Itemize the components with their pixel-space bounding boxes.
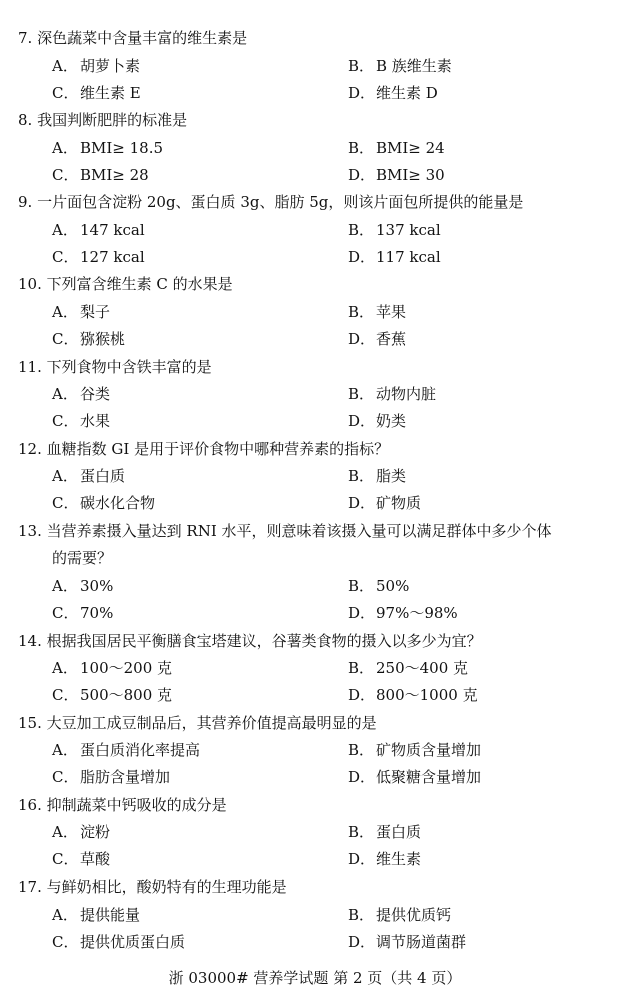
option-a [52, 138, 163, 158]
question-number: 16. [18, 796, 42, 814]
option-label: B． [348, 659, 375, 677]
question-stem [18, 877, 287, 897]
option-text: 香蕉 [376, 330, 407, 348]
option-label: D． [348, 166, 376, 184]
option-text: 117 kcal [376, 248, 441, 266]
option-text: 800～1000 克 [376, 686, 478, 704]
option-label: D． [348, 412, 376, 430]
question-text: 深色蔬菜中含量丰富的维生素是 [37, 29, 248, 47]
option-text: BMI≥ 18.5 [80, 139, 164, 157]
option-c [52, 247, 145, 267]
question-text: 我国判断肥胖的标准是 [37, 111, 188, 129]
option-c [52, 493, 155, 513]
question-number: 10. [18, 275, 42, 293]
option-label: A． [52, 139, 78, 157]
option-text: 谷类 [80, 385, 111, 403]
option-label: A． [52, 221, 78, 239]
option-text: 提供优质蛋白质 [80, 933, 186, 951]
option-text: BMI≥ 30 [376, 166, 445, 184]
option-a [52, 740, 200, 760]
option-label: A． [52, 741, 78, 759]
option-b [348, 138, 445, 158]
question-text: 与鲜奶相比，酸奶特有的生理功能是 [46, 878, 287, 896]
option-label: B． [348, 57, 375, 75]
option-d [348, 247, 441, 267]
option-label: A． [52, 823, 78, 841]
option-label: B． [348, 823, 375, 841]
question-stem [18, 110, 187, 130]
question-number: 13. [18, 522, 42, 540]
option-label: C． [52, 850, 79, 868]
option-text: BMI≥ 28 [80, 166, 149, 184]
option-text: 矿物质含量增加 [376, 741, 482, 759]
option-d [348, 932, 466, 952]
option-d [348, 83, 438, 103]
option-b [348, 384, 436, 404]
option-text: 梨子 [80, 303, 111, 321]
option-label: D． [348, 494, 376, 512]
question-text: 血糖指数 GI 是用于评价食物中哪种营养素的指标？ [46, 440, 390, 458]
option-text: 淀粉 [80, 823, 111, 841]
question-number: 15. [18, 714, 42, 732]
option-label: D． [348, 768, 376, 786]
option-d [348, 329, 406, 349]
option-label: D． [348, 604, 376, 622]
question-number: 8. [18, 111, 33, 129]
question-text: 一片面包含淀粉 20g、蛋白质 3g、脂肪 5g，则该片面包所提供的能量是 [37, 193, 524, 211]
option-label: D． [348, 933, 376, 951]
question-text: 大豆加工成豆制品后，其营养价值提高最明显的是 [46, 714, 377, 732]
option-c [52, 83, 141, 103]
option-text: 147 kcal [80, 221, 145, 239]
option-a [52, 56, 140, 76]
option-c [52, 603, 113, 623]
question-number: 12. [18, 440, 42, 458]
option-text: 50% [376, 577, 410, 595]
option-text: 137 kcal [376, 221, 441, 239]
option-d [348, 767, 481, 787]
option-label: C． [52, 330, 79, 348]
option-text: 30% [80, 577, 114, 595]
option-text: BMI≥ 24 [376, 139, 445, 157]
option-label: C． [52, 604, 79, 622]
question-stem [18, 439, 389, 459]
option-d [348, 411, 406, 431]
option-text: 500～800 克 [80, 686, 173, 704]
question-stem [18, 357, 212, 377]
question-number: 9. [18, 193, 33, 211]
option-text: 奶类 [376, 412, 407, 430]
option-text: 水果 [80, 412, 111, 430]
option-a [52, 905, 140, 925]
question-text: 下列富含维生素 C 的水果是 [46, 275, 233, 293]
option-text: 97%～98% [376, 604, 458, 622]
option-label: C． [52, 84, 79, 102]
question-text-continued: 的需要？ [52, 549, 113, 567]
option-label: A． [52, 385, 78, 403]
option-text: 250～400 克 [376, 659, 469, 677]
option-label: B． [348, 906, 375, 924]
option-a [52, 302, 110, 322]
option-text: B 族维生素 [376, 57, 452, 75]
option-text: 胡萝卜素 [80, 57, 141, 75]
option-b [348, 822, 421, 842]
question-stem [18, 521, 552, 541]
option-text: 100～200 克 [80, 659, 173, 677]
question-text: 当营养素摄入量达到 RNI 水平，则意味着该摄入量可以满足群体中多少个体 [46, 522, 552, 540]
option-text: 维生素 [376, 850, 422, 868]
option-text: 草酸 [80, 850, 111, 868]
option-a [52, 466, 125, 486]
option-label: A． [52, 659, 78, 677]
option-c [52, 685, 172, 705]
option-label: D． [348, 84, 376, 102]
option-d [348, 685, 478, 705]
option-text: 碳水化合物 [80, 494, 156, 512]
option-b [348, 740, 481, 760]
question-stem [18, 631, 482, 651]
option-b [348, 905, 451, 925]
option-text: 猕猴桃 [80, 330, 126, 348]
option-text: 低聚糖含量增加 [376, 768, 482, 786]
option-text: 矿物质 [376, 494, 422, 512]
option-label: B． [348, 303, 375, 321]
question-text: 抑制蔬菜中钙吸收的成分是 [46, 796, 227, 814]
option-label: D． [348, 850, 376, 868]
question-stem [18, 274, 233, 294]
option-b [348, 658, 468, 678]
option-d [348, 849, 421, 869]
option-label: A． [52, 57, 78, 75]
option-a [52, 220, 145, 240]
option-text: 调节肠道菌群 [376, 933, 467, 951]
option-label: D． [348, 248, 376, 266]
option-b [348, 56, 452, 76]
option-label: B． [348, 221, 375, 239]
option-label: B． [348, 577, 375, 595]
option-c [52, 165, 149, 185]
option-a [52, 384, 110, 404]
option-label: C． [52, 166, 79, 184]
option-label: C． [52, 412, 79, 430]
option-label: B． [348, 467, 375, 485]
question-text: 下列食物中含铁丰富的是 [46, 358, 212, 376]
option-c [52, 849, 110, 869]
question-number: 17. [18, 878, 42, 896]
question-number: 11. [18, 358, 42, 376]
option-text: 蛋白质 [80, 467, 126, 485]
option-text: 脂类 [376, 467, 407, 485]
option-label: C． [52, 768, 79, 786]
option-text: 维生素 E [80, 84, 141, 102]
option-text: 127 kcal [80, 248, 145, 266]
option-text: 蛋白质消化率提高 [80, 741, 201, 759]
option-text: 苹果 [376, 303, 407, 321]
option-c [52, 767, 170, 787]
option-label: A． [52, 906, 78, 924]
option-label: C． [52, 494, 79, 512]
question-number: 14. [18, 632, 42, 650]
option-a [52, 822, 110, 842]
option-b [348, 466, 406, 486]
option-b [348, 220, 441, 240]
question-number: 7. [18, 29, 33, 47]
question-stem [18, 713, 377, 733]
option-b [348, 576, 409, 596]
question-stem [18, 192, 523, 212]
option-a [52, 658, 172, 678]
option-label: A． [52, 467, 78, 485]
page-footer: 浙 03000# 营养学试题 第 2 页（共 4 页） [168, 969, 462, 987]
option-d [348, 603, 458, 623]
option-text: 脂肪含量增加 [80, 768, 171, 786]
option-text: 蛋白质 [376, 823, 422, 841]
option-label: D． [348, 686, 376, 704]
option-text: 70% [80, 604, 114, 622]
option-a [52, 576, 113, 596]
option-label: C． [52, 686, 79, 704]
option-label: B． [348, 139, 375, 157]
option-label: C． [52, 933, 79, 951]
option-label: D． [348, 330, 376, 348]
option-text: 提供优质钙 [376, 906, 452, 924]
option-d [348, 165, 445, 185]
option-label: B． [348, 741, 375, 759]
option-label: B． [348, 385, 375, 403]
option-label: A． [52, 577, 78, 595]
question-text: 根据我国居民平衡膳食宝塔建议，谷薯类食物的摄入以多少为宜？ [46, 632, 482, 650]
question-stem [18, 28, 247, 48]
option-text: 动物内脏 [376, 385, 437, 403]
option-c [52, 411, 110, 431]
option-c [52, 329, 125, 349]
option-b [348, 302, 406, 322]
option-label: A． [52, 303, 78, 321]
question-stem [18, 795, 227, 815]
option-c [52, 932, 185, 952]
option-text: 提供能量 [80, 906, 141, 924]
option-text: 维生素 D [376, 84, 438, 102]
option-d [348, 493, 421, 513]
option-label: C． [52, 248, 79, 266]
